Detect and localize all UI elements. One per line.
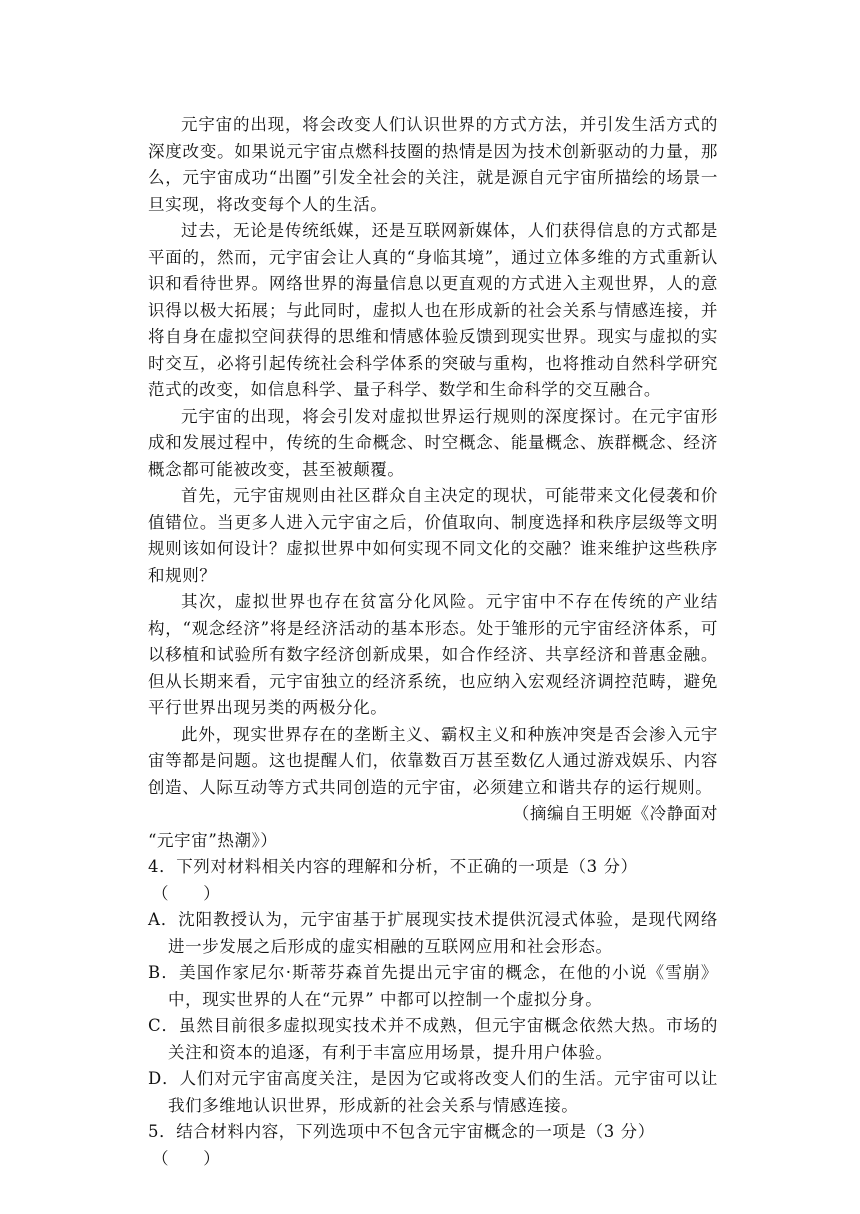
question-4-option-c: C．虽然目前很多虚拟现实技术并不成熟，但元宇宙概念依然大热。市场的关注和资本的追逐，有利于丰富应用场景，提升用户体验。	[148, 1016, 718, 1062]
document-content	[148, 112, 718, 1172]
question-4-option-b: B．美国作家尼尔·斯蒂芬森首先提出元宇宙的概念，在他的小说《雪崩》中，现实世界的人在“元界” 中都可以控制一个虚拟分身。	[148, 963, 718, 1009]
article-paragraph-4: 首先，元宇宙规则由社区群众自主决定的现状，可能带来文化侵袭和价值错位。当更多人进入元宇宙之后，价值取向、制度选择和秩序层级等文明规则该如何设计？虚拟世界中如何实现不同文化的交融？谁来维护这些秩序和规则？	[148, 486, 718, 585]
article-paragraph-1: 元宇宙的出现，将会改变人们认识世界的方式方法，并引发生活方式的深度改变。如果说元宇宙点燃科技圈的热情是因为技术创新驱动的力量，那么，元宇宙成功“出圈”引发全社会的关注，就是源自元宇宙所描绘的场景一旦实现，将改变每个人的生活。	[148, 115, 718, 214]
article-paragraph-2: 过去，无论是传统纸媒，还是互联网新媒体，人们获得信息的方式都是平面的，然而，元宇宙会让人真的“身临其境”，通过立体多维的方式重新认识和看待世界。网络世界的海量信息以更直观的方式进入主观世界，人的意识得以极大拓展；与此同时，虚拟人也在形成新的社会关系与情感连接，并将自身在虚拟空间获得的思维和情感体验反馈到现实世界。现实与虚拟的实时交互，必将引起传统社会科学体系的突破与重构，也将推动自然科学研究范式的改变，如信息科学、量子科学、数学和生命科学的交互融合。	[148, 221, 718, 399]
question-4-option-d: D．人们对元宇宙高度关注，是因为它或将改变人们的生活。元宇宙可以让我们多维地认识世界，形成新的社会关系与情感连接。	[148, 1069, 718, 1115]
question-5-stem: 5．结合材料内容，下列选项中不包含元宇宙概念的一项是（3 分）	[148, 1122, 655, 1141]
article-paragraph-6: 此外，现实世界存在的垄断主义、霸权主义和种族冲突是否会渗入元宇宙等都是问题。这也提醒人们，依靠数百万甚至数亿人通过游戏娱乐、内容创造、人际互动等方式共同创造的元宇宙，必须建立和谐共存的运行规则。	[148, 724, 718, 797]
question-4-answer-blank: （ ）	[152, 883, 221, 903]
question-4-stem: 4．下列对材料相关内容的理解和分析，不正确的一项是（3 分）	[148, 857, 638, 876]
article-paragraph-5: 其次，虚拟世界也存在贫富分化风险。元宇宙中不存在传统的产业结构，“观念经济”将是经济活动的基本形态。处于雏形的元宇宙经济体系，可以移植和试验所有数字经济创新成果，如合作经济、共享经济和普惠金融。但从长期来看，元宇宙独立的经济系统，也应纳入宏观经济调控范畴，避免平行世界出现另类的两极分化。	[148, 592, 718, 717]
question-5-answer-blank: （ ）	[152, 1148, 221, 1168]
article-paragraph-3: 元宇宙的出现，将会引发对虚拟世界运行规则的深度探讨。在元宇宙形成和发展过程中，传统的生命概念、时空概念、能量概念、族群概念、经济概念都可能被改变，甚至被颠覆。	[148, 406, 718, 479]
article-source-line-1: （摘编自王明姬《冷静面对	[512, 804, 718, 823]
article-source-line-2: “元宇宙”热潮》）	[148, 830, 278, 850]
question-4-option-a: A．沈阳教授认为，元宇宙基于扩展现实技术提供沉浸式体验，是现代网络进一步发展之后形成的虚实相融的互联网应用和社会形态。	[148, 910, 718, 956]
